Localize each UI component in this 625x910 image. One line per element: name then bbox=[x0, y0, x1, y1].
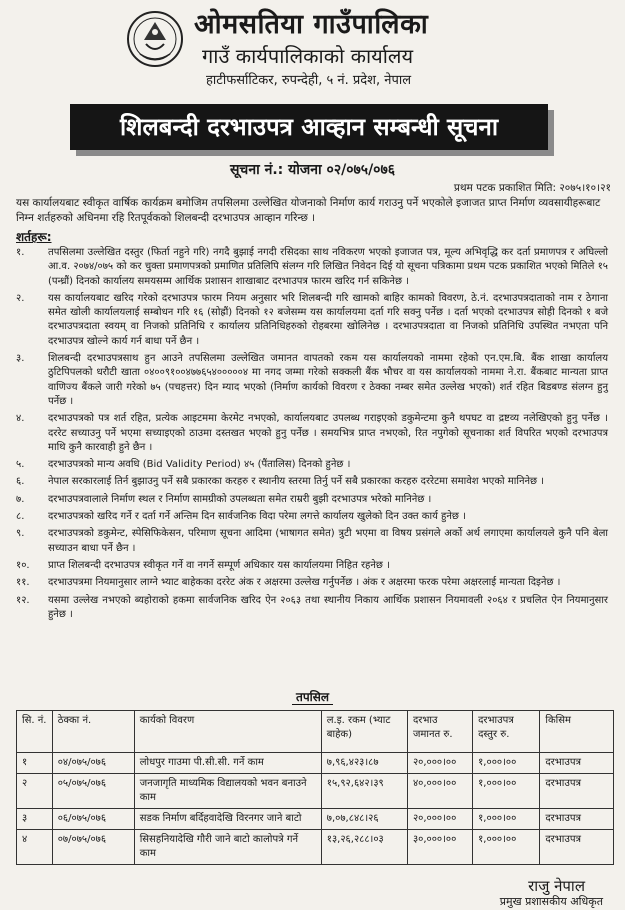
term-number: ९. bbox=[16, 528, 25, 540]
term-text: नेपाल सरकारलाई तिर्न बुझाउनु पर्ने सबै प्रकारका करहरु र स्थानीय स्तरमा तिर्नु पर्ने सबै प्रकारका करहरु दररेटमा समावेश भएको मानिनेछ । bbox=[48, 476, 545, 488]
table-cell: २०,०००।०० bbox=[407, 809, 472, 830]
term-number: ६. bbox=[16, 476, 25, 488]
term-item bbox=[16, 458, 608, 472]
term-item bbox=[16, 559, 608, 573]
org-name: ओमसतिया गाउँपालिका bbox=[194, 9, 429, 40]
table-cell: १,०००।०० bbox=[473, 830, 540, 865]
term-number: ८. bbox=[16, 511, 25, 523]
term-text: शिलबन्दी दरभाउपत्रसाथ हुन आउने तपसिलमा उल्लेखित जमानत वापतको रकम यस कार्यालयको नाममा रहेको एन.एम.बि. बैंक शाखा कार्यालय ठुटिपिपलको धरौटी खाता ०४००९१००४७७६५४०००००४ मा नगद जम्मा गरेको सक्कली बैंक भौचर वा यस कार्यालयको नाममा ने.रा. बैंकबाट मान्यता प्राप्त वाणिज्य बैंकले जारी गरेको ७५ (पचहत्तर) दिन म्याद भएको (निर्माण कार्यको विवरण र ठेक्का नम्बर समेत उल्लेख भएको) शर्त रहित बिडबण्ड संलग्न हुनु पर्नेछ । bbox=[48, 353, 608, 407]
term-number: ७. bbox=[16, 493, 25, 505]
term-item bbox=[16, 412, 608, 455]
term-text: दरभाउपत्रको डकुमेन्ट, स्पेसिफिकेसन, परिमाण सूचना आदिमा (भाषागत समेत) त्रुटी भएमा वा विषय प्रसंगले अर्को अर्थ लगाएमा कार्यालयले कुनै पनि बेला सच्याउन बाधा पर्ने छैन । bbox=[48, 528, 608, 554]
term-text: तपसिलमा उल्लेखित दस्तुर (फिर्ता नहुने गरि) नगदै बुझाई नगदी रसिदका साथ नविकरण भएको इजाजत पत्र, मूल्य अभिवृद्धि कर दर्ता प्रमाणपत्र र अघिल्लो आ.व. २०७४/०७५ को कर चुक्ता प्रमाणपत्रको प्रमाणित प्रतिलिपि संलग्न गरि लिखित निवेदन दिई यो सूचना पत्रिकामा प्रथम पटक प्रकाशित भएको मितिले १५ (पन्ध्रौं) दिनको कार्यालय समयसम्म आर्थिक प्रशासन शाखाबाट दरभाउपत्र फारम खरिद गर्न सकिनेछ । bbox=[48, 247, 608, 287]
schedule-title bbox=[0, 688, 625, 705]
table-header-row bbox=[17, 711, 614, 753]
term-number: १०. bbox=[16, 559, 30, 571]
term-text: प्राप्त शिलबन्दी दरभाउपत्र स्वीकृत गर्ने वा नगर्ने सम्पूर्ण अधिकार यस कार्यालयमा निहित रहनेछ । bbox=[48, 559, 390, 571]
table-cell: लोधपुर गाउमा पी.सी.सी. गर्ने काम bbox=[134, 753, 321, 774]
term-text: दरभाउपत्रको पत्र शर्त रहित, प्रत्येक आइटममा केरमेट नभएको, कार्यालयबाट उपलब्ध गराइएको डकुमेन्टमा कुनै थपघट वा द्रष्टव्य नलेखिएको हुनु पर्नेछ । दररेट सच्याउनु पर्ने भएमा सच्याइएको ठाउमा दस्तखत भएको हुनु पर्नेछ । समयभित्र प्राप्त नभएको, रित नपुगेको सूचनाका शर्त विपरित भएको दरभाउपत्र माथि कुनै कारवाही हुने छैन । bbox=[48, 413, 608, 453]
table-cell: १ bbox=[17, 753, 53, 774]
term-item bbox=[16, 510, 608, 524]
table-cell: दरभाउपत्र bbox=[540, 809, 614, 830]
column-header: किसिम bbox=[540, 711, 614, 753]
term-text: यस कार्यालयबाट खरिद गरेको दरभाउपत्र फारम नियम अनुसार भरि शिलबन्दी गरि खामको बाहिर कामको विवरण, ठे.नं. दरभाउपत्रदाताको नाम र ठेगाना समेत खोली कार्यालयलाई सम्बोधन गरि १६ (सोह्रौं) दिनको १२ बजेसम्म यस कार्यालयमा दर्ता गरि सक्नु पर्नेछ । दर्ता भएको दरभाउपत्र सोही दिनको १ बजे दरभाउपत्रदाता स्वयम् वा निजको प्रतिनिधि र कार्यालय प्रतिनिधिहरुको रोहबरमा खोलिनेछ । दरभाउपत्रदाता वा निजको प्रतिनिधि उपस्थित नभएता पनि दरभाउपत्र खोल्ने कार्य गर्न बाधा पर्ने छैन । bbox=[48, 292, 608, 347]
table-row bbox=[17, 830, 614, 865]
table-cell: १,०००।०० bbox=[473, 809, 540, 830]
table-cell: ३ bbox=[17, 809, 53, 830]
term-text: दरभाउपत्रको मान्य अवधि (Bid Validity Period) ४५ (पैंतालिस) दिनको हुनेछ । bbox=[48, 459, 351, 471]
table-cell: दरभाउपत्र bbox=[540, 753, 614, 774]
table-cell: ४०,०००।०० bbox=[407, 774, 472, 809]
schedule-table bbox=[16, 710, 614, 865]
term-number: ४. bbox=[16, 413, 25, 425]
published-date: प्रथम पटक प्रकाशित मिति: २०७५।१०।२१ bbox=[453, 182, 611, 194]
schedule-title-text: तपसिल bbox=[292, 690, 333, 705]
term-text: दरभाउपत्रको खरिद गर्ने र दर्ता गर्ने अन्तिम दिन सार्वजनिक विदा परेमा लगत्ते कार्यालय खुलेको दिन उक्त कार्य हुनेछ । bbox=[48, 511, 466, 523]
column-header: दरभाउ जमानत रु. bbox=[407, 711, 472, 753]
table-cell: ३०,०००।०० bbox=[407, 830, 472, 865]
column-header: कार्यको विवरण bbox=[134, 711, 321, 753]
table-cell: ७,९६,४२३।८७ bbox=[321, 753, 407, 774]
term-text: दरभाउपत्रमा नियमानुसार लाग्ने भ्याट बाहेकका दररेट अंक र अक्षरमा उल्लेख गर्नुपर्नेछ । अंक र अक्षरमा फरक परेमा अक्षरलाई मान्यता दिइनेछ । bbox=[48, 577, 561, 589]
table-cell: ०६/०७५/०७६ bbox=[52, 809, 134, 830]
term-number: २. bbox=[16, 292, 25, 304]
table-row bbox=[17, 774, 614, 809]
term-number: ५. bbox=[16, 459, 25, 471]
signatory-title: प्रमुख प्रशासकीय अधिकृत bbox=[499, 895, 603, 908]
term-item bbox=[16, 292, 608, 349]
office-name: गाउँ कार्यपालिकाको कार्यालय bbox=[202, 44, 414, 68]
table-row bbox=[17, 809, 614, 830]
table-cell: ४ bbox=[17, 830, 53, 865]
table-cell: १,०००।०० bbox=[473, 774, 540, 809]
table-cell: २०,०००।०० bbox=[407, 753, 472, 774]
signatory-name: राजु नेपाल bbox=[528, 877, 585, 895]
table-cell: २ bbox=[17, 774, 53, 809]
intro-paragraph: यस कार्यालयबाट स्वीकृत वार्षिक कार्यक्रम बमोजिम तपसिलमा उल्लेखित योजनाको निर्माण कार्य गराउनु पर्ने भएकोले इजाजत प्राप्त निर्माण व्यवसायीहरूबाट निम्न शर्तहरुको अधिनमा रहि रितपूर्वकको शिलबन्दी दरभाउपत्र आव्हान गरिन्छ । bbox=[16, 197, 601, 224]
term-item bbox=[16, 594, 608, 623]
table-cell: दरभाउपत्र bbox=[540, 830, 614, 865]
term-item bbox=[16, 576, 608, 590]
column-header: ठेक्का नं. bbox=[52, 711, 134, 753]
table-cell: ०५/०७५/०७६ bbox=[52, 774, 134, 809]
letterhead bbox=[14, 0, 611, 96]
term-number: ११. bbox=[16, 577, 30, 589]
table-cell: दरभाउपत्र bbox=[540, 774, 614, 809]
term-number: १२. bbox=[16, 594, 30, 606]
table-cell: ०४/०७५/०७६ bbox=[52, 753, 134, 774]
table-cell: जनजागृति माध्यमिक विद्यालयको भवन बनाउने काम bbox=[134, 774, 321, 809]
table-cell: सडक निर्माण बर्दिहवादेखि विरनगर जाने बाटो bbox=[134, 809, 321, 830]
table-cell: १५,९२,६४२।३९ bbox=[321, 774, 407, 809]
column-header: दरभाउपत्र दस्तुर रु. bbox=[473, 711, 540, 753]
table-row bbox=[17, 753, 614, 774]
terms-list bbox=[16, 246, 608, 625]
term-item bbox=[16, 246, 608, 289]
table-cell: १,०००।०० bbox=[473, 753, 540, 774]
term-item bbox=[16, 493, 608, 507]
term-number: ३. bbox=[16, 353, 25, 365]
table-cell: सिसहनियादेखि गौरी जाने बाटो कालोपत्रे गर्ने काम bbox=[134, 830, 321, 865]
table-cell: ०७/०७५/०७६ bbox=[52, 830, 134, 865]
column-header: सि. नं. bbox=[17, 711, 53, 753]
column-header: ल.इ. रकम (भ्याट बाहेक) bbox=[321, 711, 407, 753]
table-cell: ७,०७,८४८।२६ bbox=[321, 809, 407, 830]
term-text: दरभाउपत्रवालाले निर्माण स्थल र निर्माण सामग्रीको उपलब्धता समेत राम्ररी बुझी दरभाउपत्र भरेको मानिनेछ । bbox=[48, 493, 432, 505]
terms-heading: शर्तहरू: bbox=[16, 230, 52, 244]
notice-banner: शिलबन्दी दरभाउपत्र आव्हान सम्बन्धी सूचना bbox=[70, 104, 548, 150]
term-item bbox=[16, 527, 608, 556]
nepal-emblem-icon bbox=[126, 10, 184, 68]
term-text: यसमा उल्लेख नभएको ब्यहोराको हकमा सार्वजनिक खरिद ऐन २०६३ तथा स्थानीय निकाय आर्थिक प्रशासन नियमावली २०६४ र प्रचलित ऐन नियमानुसार हुनेछ । bbox=[48, 594, 608, 620]
table-cell: १३,२६,२८८।०३ bbox=[321, 830, 407, 865]
term-item bbox=[16, 475, 608, 489]
notice-number: सूचना नं.: योजना ०२/०७५/०७६ bbox=[229, 162, 396, 178]
term-number: १. bbox=[16, 247, 25, 258]
term-item bbox=[16, 352, 608, 409]
office-address: हाटीफर्साटिकर, रुपन्देही, ५ नं. प्रदेश, नेपाल bbox=[206, 73, 412, 88]
